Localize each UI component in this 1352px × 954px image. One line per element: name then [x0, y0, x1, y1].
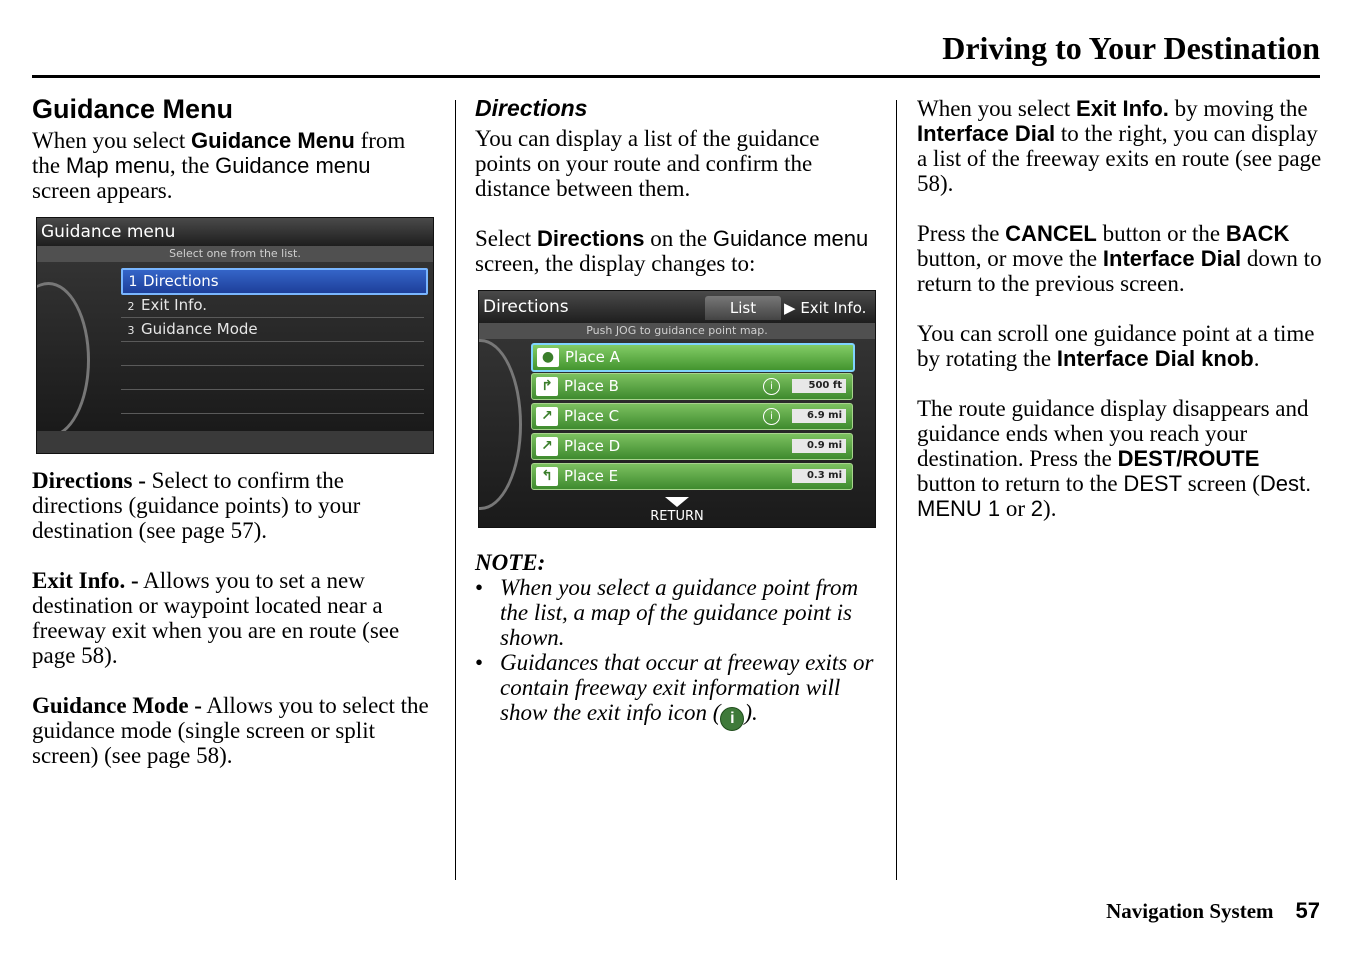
menu-item-exit-info[interactable]: 2 Exit Info. [121, 294, 424, 318]
scroll-paragraph: You can scroll one guidance point at a time by rotating the Interface Dial knob. [917, 321, 1315, 371]
directions-screenshot [478, 290, 876, 528]
menu-empty-row [121, 390, 424, 414]
note-item: • Guidances that occur at freeway exits or contain freeway exit information will show the exit info icon ( i ). [475, 650, 880, 731]
play-arrow-icon: ▶ [784, 299, 801, 317]
screen-subtitle: Push JOG to guidance point map. [479, 323, 875, 339]
exit-info-icon: i [763, 408, 780, 425]
scroll-down-arrow-icon[interactable] [665, 497, 689, 507]
column-divider [455, 100, 456, 880]
title-rule [32, 75, 1320, 78]
fork-right-icon: ↗ [536, 437, 558, 456]
dial-arc [36, 282, 90, 438]
def-directions: Directions - Select to confirm the directions (guidance points) to your destination (see page 57). [32, 468, 361, 543]
destination-icon: ● [537, 348, 559, 367]
subsection-heading: Directions [475, 95, 588, 121]
note-label: NOTE: [475, 550, 546, 575]
def-exit-info: Exit Info. - Allows you to set a new destination or waypoint located near a freeway exit when you are en route (see page 58). [32, 568, 400, 668]
screen-footer [37, 431, 433, 453]
place-row[interactable]: ↗ Place C i 6.9 mi [531, 403, 853, 430]
cancel-paragraph: Press the CANCEL button or the BACK button, or move the Interface Dial down to return to the previous screen. [917, 221, 1322, 296]
dial-arc [478, 339, 522, 510]
page-title: Driving to Your Destination [942, 30, 1320, 66]
footer-label: Navigation System [1106, 899, 1274, 923]
directions-paragraph: You can display a list of the guidance points on your route and confirm the distance between them. [475, 126, 820, 201]
keep-right-icon: ↗ [536, 407, 558, 426]
distance-badge: 500 ft [792, 379, 846, 393]
distance-badge: 0.3 mi [792, 469, 846, 483]
exit-info-icon: i [720, 707, 744, 731]
guidance-menu-screenshot [36, 217, 434, 454]
screen-body [37, 262, 433, 431]
intro-paragraph: When you select Guidance Menu from the Map menu, the Guidance menu screen appears. [32, 128, 406, 203]
turn-left-icon: ↰ [536, 467, 558, 486]
page-number: 57 [1295, 898, 1320, 923]
route-end-paragraph: The route guidance display disappears and guidance ends when you reach your destination. Press the DEST/ROUTE button to return to the DEST screen (Dest. MENU 1 or 2). [917, 396, 1312, 521]
screen-title-bar: Guidance menu [37, 218, 433, 246]
exit-info-icon: i [763, 378, 780, 395]
tab-list[interactable]: List [705, 296, 781, 320]
distance-badge: 6.9 mi [792, 409, 846, 423]
menu-item-directions[interactable]: 1 Directions [121, 268, 428, 295]
note-block [475, 550, 880, 731]
column-divider [896, 100, 897, 880]
definitions [32, 468, 437, 793]
select-paragraph: Select Directions on the Guidance menu screen, the display changes to: [475, 226, 869, 276]
place-row[interactable]: ↰ Place E 0.3 mi [531, 463, 853, 490]
return-label[interactable]: RETURN [650, 509, 704, 524]
column-1 [32, 94, 432, 228]
place-row[interactable]: ● Place A [531, 343, 855, 372]
screen-title-bar: Directions [479, 291, 875, 323]
menu-empty-row [121, 342, 424, 366]
distance-badge: 0.9 mi [792, 439, 846, 453]
menu-item-guidance-mode[interactable]: 3 Guidance Mode [121, 318, 424, 342]
turn-right-icon: ↱ [536, 377, 558, 396]
page-footer [1106, 898, 1320, 924]
note-item: • When you select a guidance point from the list, a map of the guidance point is shown. [475, 575, 880, 650]
def-guidance-mode: Guidance Mode - Allows you to select the guidance mode (single screen or split screen) (see page 58). [32, 693, 429, 768]
section-heading: Guidance Menu [32, 94, 234, 124]
screen-subtitle: Select one from the list. [37, 246, 433, 262]
exit-info-paragraph: When you select Exit Info. by moving the Interface Dial to the right, you can display a list of the freeway exits en route (see page 58). [917, 96, 1322, 196]
menu-empty-row [121, 366, 424, 390]
column-2 [475, 95, 880, 301]
place-row[interactable]: ↗ Place D 0.9 mi [531, 433, 853, 460]
note-list [475, 575, 880, 731]
tab-exit-info[interactable]: ▶ Exit Info. [784, 299, 867, 317]
column-3 [917, 96, 1322, 546]
place-row[interactable]: ↱ Place B i 500 ft [531, 373, 853, 400]
